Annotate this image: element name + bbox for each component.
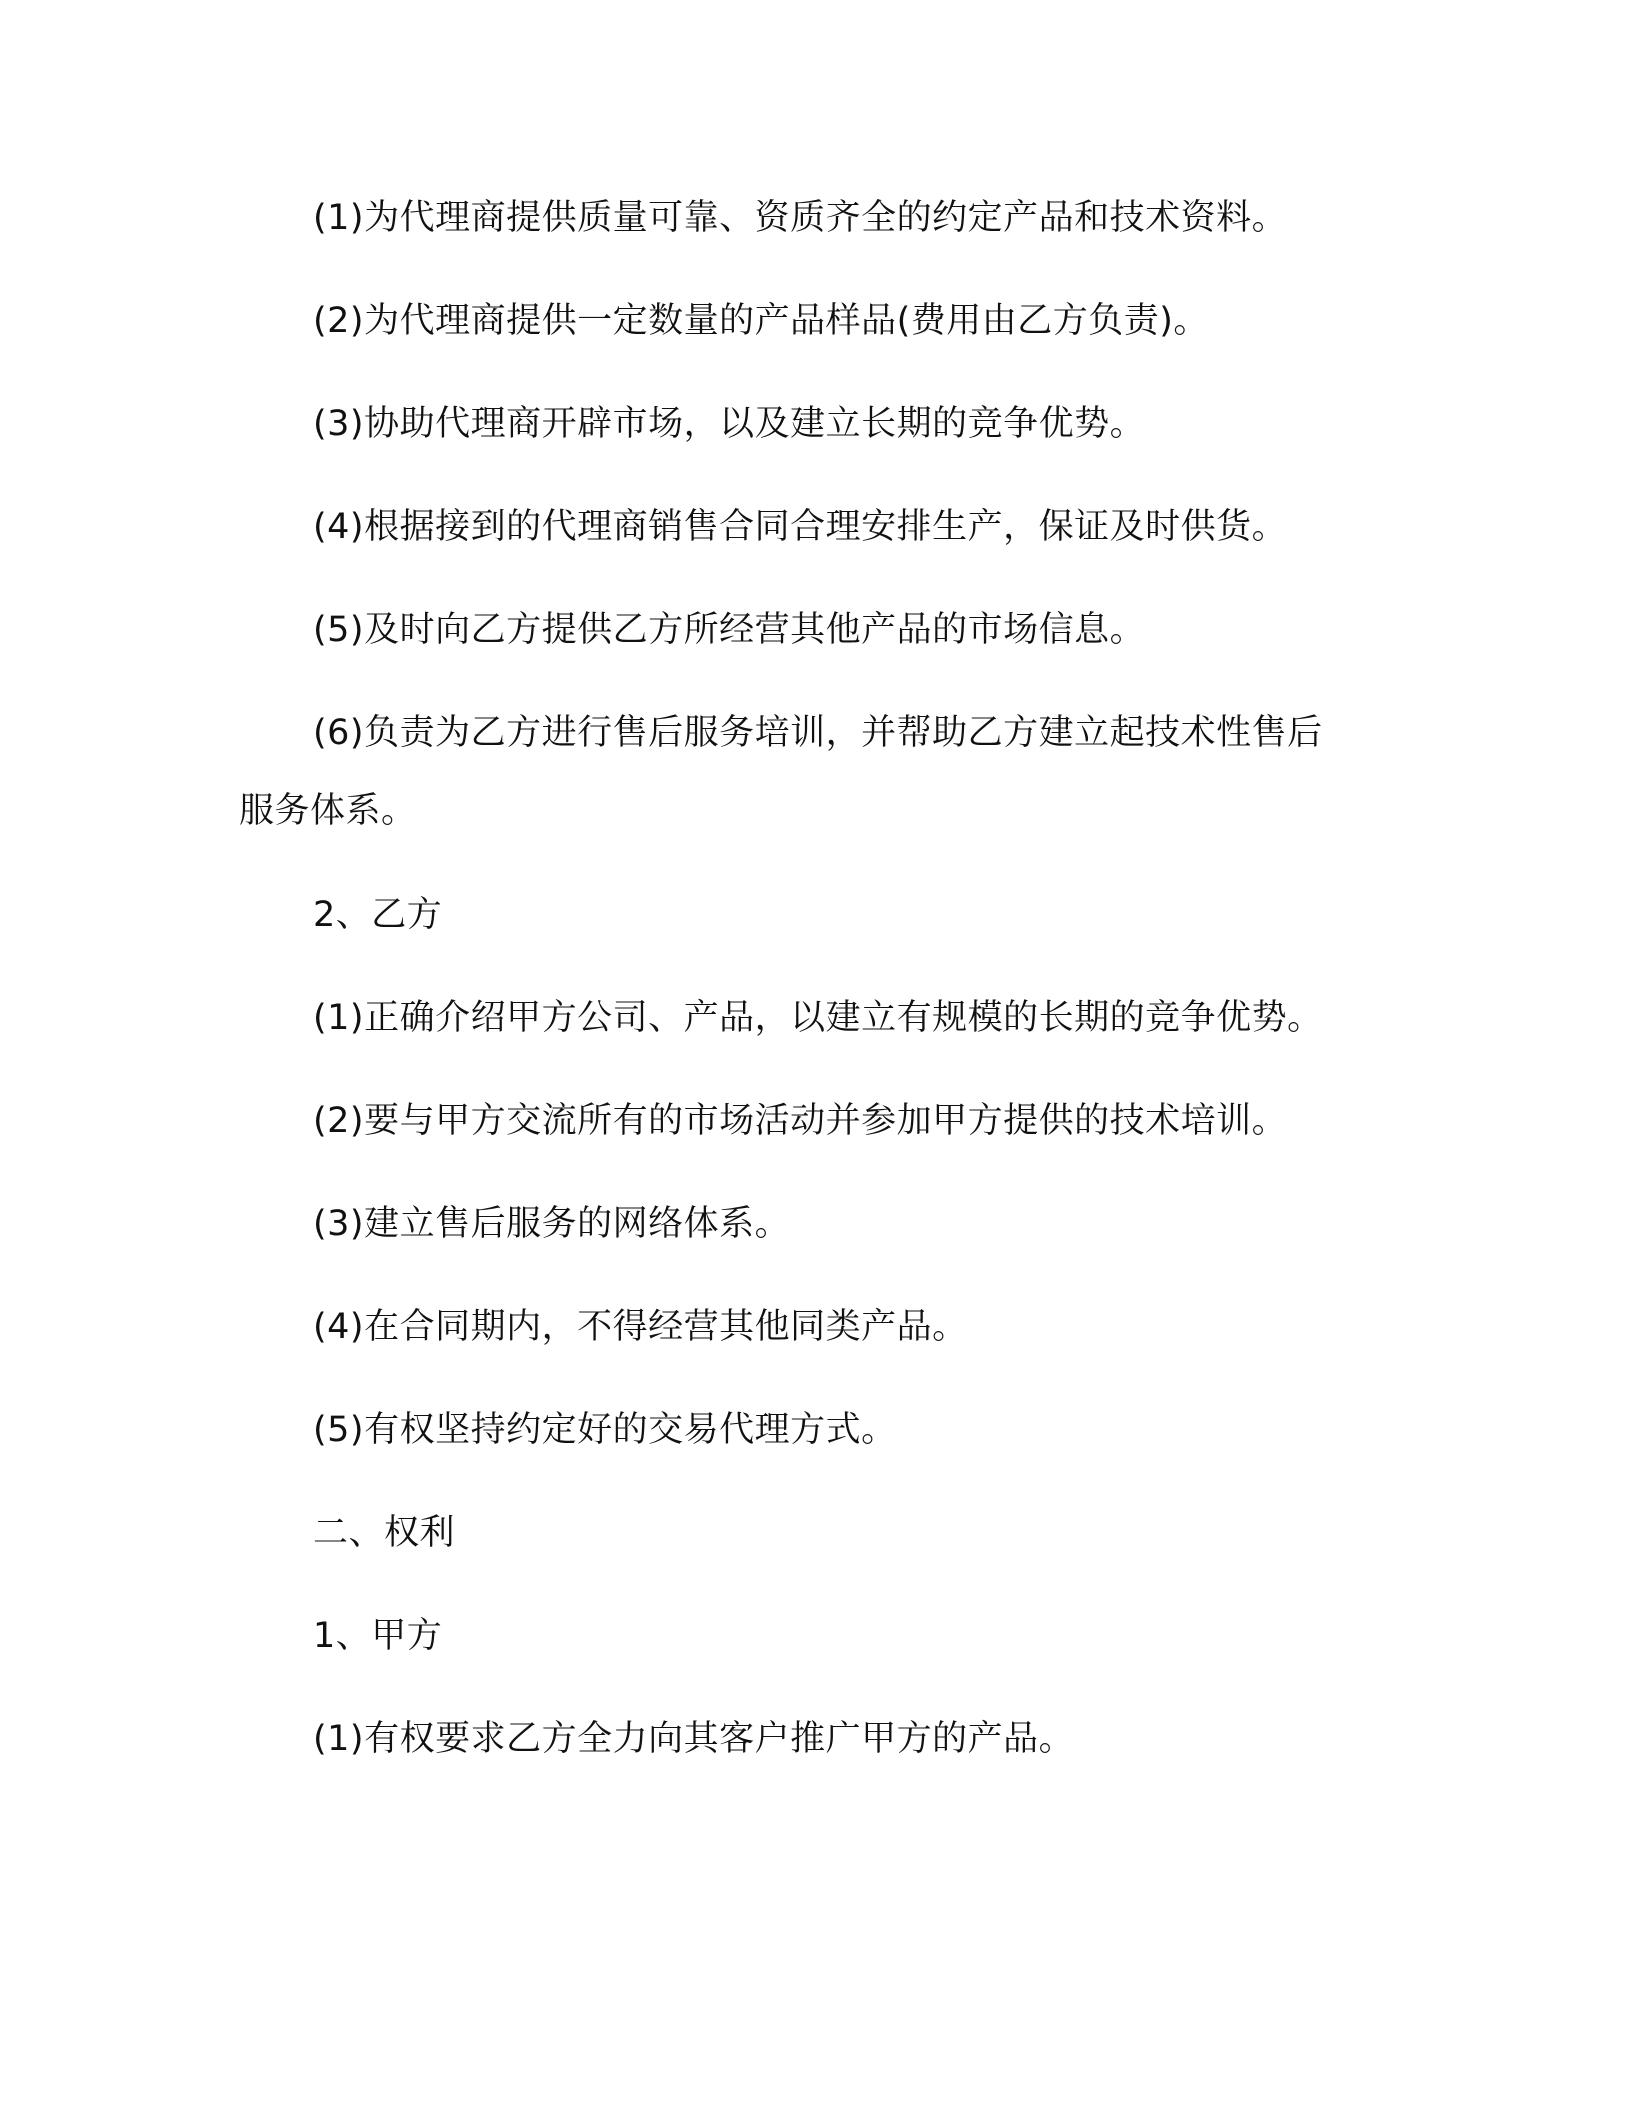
paragraph-line: (5)及时向乙方提供乙方所经营其他产品的市场信息。 <box>313 610 1146 650</box>
section-heading: 1、甲方 <box>313 1616 443 1656</box>
paragraph-line: (3)建立售后服务的网络体系。 <box>313 1204 791 1244</box>
paragraph-line: (3)协助代理商开辟市场，以及建立长期的竞争优势。 <box>313 404 1146 444</box>
paragraph-line: (1)有权要求乙方全力向其客户推广甲方的产品。 <box>313 1719 1075 1759</box>
paragraph-line: (4)根据接到的代理商销售合同合理安排生产，保证及时供货。 <box>313 507 1288 547</box>
section-heading: 二、权利 <box>313 1513 456 1553</box>
paragraph-line: (5)有权坚持约定好的交易代理方式。 <box>313 1410 897 1450</box>
paragraph-line: (2)要与甲方交流所有的市场活动并参加甲方提供的技术培训。 <box>313 1101 1288 1141</box>
section-heading: 2、乙方 <box>313 895 443 935</box>
paragraph-line: (6)负责为乙方进行售后服务培训，并帮助乙方建立起技术性售后 <box>313 713 1323 753</box>
paragraph-line: (4)在合同期内，不得经营其他同类产品。 <box>313 1307 968 1347</box>
paragraph-line: 服务体系。 <box>239 791 417 831</box>
paragraph-line: (1)正确介绍甲方公司、产品，以建立有规模的长期的竞争优势。 <box>313 998 1323 1038</box>
paragraph-line: (1)为代理商提供质量可靠、资质齐全的约定产品和技术资料。 <box>313 198 1288 238</box>
paragraph-line: (2)为代理商提供一定数量的产品样品(费用由乙方负责)。 <box>313 301 1209 341</box>
